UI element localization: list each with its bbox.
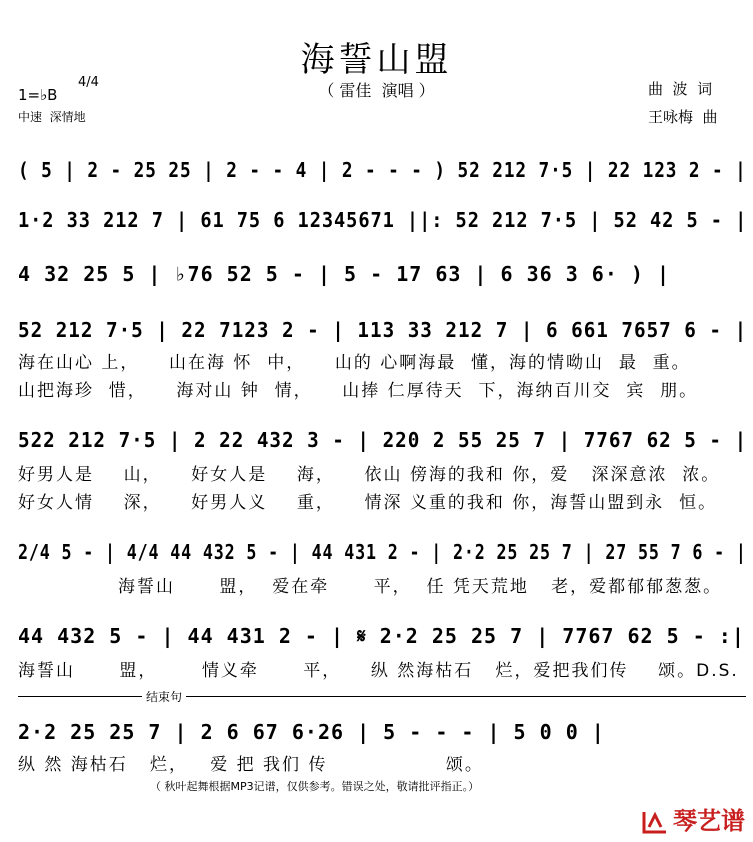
logo-mark-icon [641, 809, 669, 835]
lyric-line-5: 海誓山 盟， 爱在牵 平， 任 凭天荒地 老，爱都郁郁葱葱。 [118, 577, 723, 597]
time-signature: 4/4 [78, 75, 99, 90]
key-signature: 1=♭B [18, 86, 58, 104]
lyric-line-4: 好女人情 深， 好男人义 重， 情深 义重的我和 你，海誓山盟到永 恒。 [18, 493, 718, 513]
lyric-line-3: 好男人是 山， 好女人是 海， 依山 傍海的我和 你，爱 深深意浓 浓。 [18, 465, 721, 485]
tempo-marking: 中速 深情地 [18, 110, 86, 124]
score-line-1: ( 5 | 2 - 25 25 | 2 - - 4 | 2 - - - ) 52 212 7·5 | 22 123 2 - | [18, 158, 747, 182]
ending-bracket-line [18, 696, 746, 697]
performer-credit: （ 雷佳 演唱 ） [318, 81, 435, 100]
score-line-2: 1·2 33 212 7 | 61 75 6 12345671 ||: 52 212 7·5 | 52 42 5 - | [18, 208, 748, 232]
score-line-8: 2·2 25 25 7 | 2 6 67 6·26 | 5 - - - | 5 0 0 | [18, 720, 605, 744]
score-line-5: 522 212 7·5 | 2 22 432 3 - | 220 2 55 25 7 | 7767 62 5 - | [18, 428, 748, 452]
score-line-7: 44 432 5 - | 44 431 2 - | 𝄋 2·2 25 25 7 | 7767 62 5 - :| [18, 624, 745, 648]
lyric-line-6: 海誓山 盟， 情义牵 平， 纵 然海枯石 烂，爱把我们传 颂。D.S. [18, 661, 739, 681]
ending-label: 结束句 [142, 688, 186, 705]
transcription-note: （ 秋叶起舞根据MP3记谱，仅供参考。错误之处，敬请批评指正。） [150, 780, 480, 793]
logo-text: 琴艺谱 [673, 807, 745, 835]
site-logo [624, 773, 745, 836]
score-line-4: 52 212 7·5 | 22 7123 2 - | 113 33 212 7 | 6 661 7657 6 - | [18, 318, 748, 342]
lyricist-credit: 曲 波 词 [648, 80, 713, 98]
song-title: 海誓山盟 [300, 40, 453, 80]
lyric-line-7: 纵 然 海枯石 烂， 爱 把 我们 传 颂。 [18, 755, 484, 775]
composer-credit: 王咏梅 曲 [648, 108, 718, 126]
score-line-6: 2/4 5 - | 4/4 44 432 5 - | 44 431 2 - | 2·2 25 25 7 | 27 55 7 6 - | [18, 540, 747, 564]
lyric-line-2: 山把海珍 惜， 海对山 钟 情， 山捧 仁厚待天 下，海纳百川交 宾 朋。 [18, 381, 699, 401]
score-line-3: 4 32 25 5 | ♭76 52 5 - | 5 - 17 63 | 6 36 3 6· ) | [18, 262, 671, 286]
lyric-line-1: 海在山心 上， 山在海 怀 中， 山的 心啊海最 懂，海的情呦山 最 重。 [18, 353, 691, 373]
